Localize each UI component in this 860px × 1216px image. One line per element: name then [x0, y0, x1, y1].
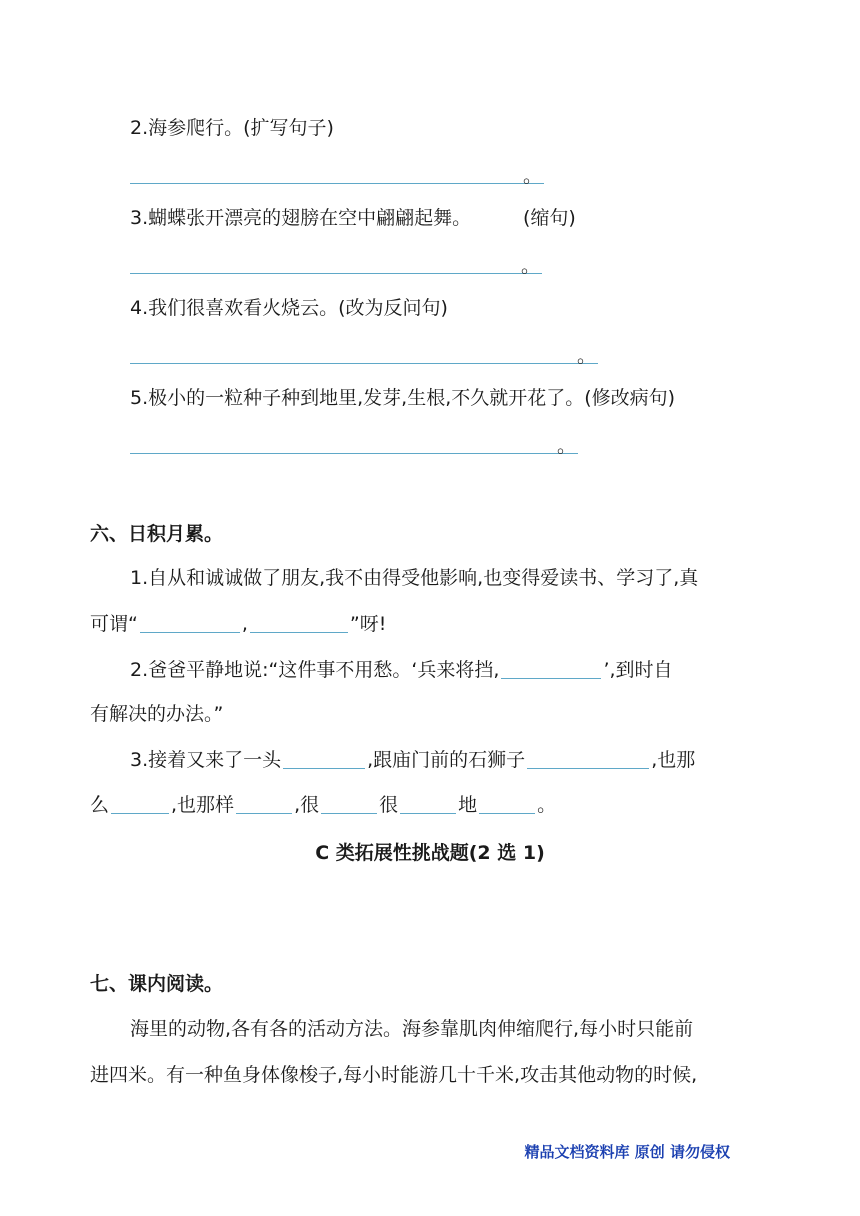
question-5-3-hint: (缩句): [523, 207, 576, 229]
blank-6-3-e[interactable]: [321, 793, 377, 814]
section-6-title: 六、日积月累。: [90, 523, 224, 545]
q3-text-e: 地: [458, 794, 478, 816]
blank-6-1-a[interactable]: [140, 612, 240, 633]
section-c-title: C 类拓展性挑战题(2 选 1): [315, 842, 545, 864]
question-6-1-line1: 1.自从和诚诚做了朋友,我不由得受他影响,也变得爱读书、学习了,真: [130, 567, 699, 589]
question-5-4: 4.我们很喜欢看火烧云。(改为反问句): [130, 297, 448, 319]
blank-6-3-c[interactable]: [111, 793, 169, 814]
answer-line-5-4[interactable]: [130, 363, 598, 364]
reading-line-2: 进四米。有一种鱼身体像梭子,每小时能游几十千米,攻击其他动物的时候,: [90, 1064, 698, 1086]
answer-line-5-2[interactable]: [130, 183, 544, 184]
blank-6-3-f[interactable]: [400, 793, 456, 814]
section-7-title: 七、课内阅读。: [90, 973, 224, 995]
blank-6-3-g[interactable]: [479, 793, 535, 814]
blank-6-2[interactable]: [501, 658, 601, 679]
q3-text-a: 么: [90, 794, 110, 816]
question-5-5: 5.极小的一粒种子种到地里,发芽,生根,不久就开花了。(修改病句): [130, 387, 676, 409]
footer-watermark: 精品文档资料库 原创 请勿侵权: [524, 1143, 730, 1161]
question-6-1-close: ”呀!: [349, 613, 387, 635]
q3-text-c: ,很: [294, 794, 320, 816]
blank-6-3-a[interactable]: [283, 748, 365, 769]
question-6-1-comma: ,: [241, 613, 248, 635]
question-6-2-text: 2.爸爸平静地说:“这件事不用愁。‘兵来将挡,: [130, 659, 500, 681]
question-6-1-open-quote: 可谓“: [90, 613, 138, 635]
blank-6-3-b[interactable]: [527, 748, 649, 769]
period-mark: 。: [577, 345, 597, 367]
question-6-3-line1: [130, 748, 695, 772]
question-5-2: 2.海参爬行。(扩写句子): [130, 117, 334, 139]
question-6-3-pre: 3.接着又来了一头: [130, 749, 282, 771]
question-6-3-line2: [90, 793, 556, 817]
period-mark: 。: [557, 435, 577, 457]
period-mark: 。: [521, 255, 541, 277]
question-6-2-line1: [130, 658, 673, 682]
reading-line-1: 海里的动物,各有各的活动方法。海参靠肌肉伸缩爬行,每小时只能前: [130, 1018, 694, 1040]
question-5-3: 3.蝴蝶张开漂亮的翅膀在空中翩翩起舞。: [130, 207, 472, 229]
q3-text-b: ,也那样: [171, 794, 235, 816]
question-6-2-line2: 有解决的办法。”: [90, 703, 224, 725]
answer-line-5-5[interactable]: [130, 453, 578, 454]
q3-text-d: 很: [379, 794, 399, 816]
question-6-3-end: ,也那: [651, 749, 696, 771]
q3-text-f: 。: [537, 794, 557, 816]
question-6-1-line2: [90, 612, 386, 636]
question-6-2-tail: ’,到时自: [603, 659, 673, 681]
question-6-3-mid: ,跟庙门前的石狮子: [367, 749, 526, 771]
period-mark: 。: [523, 165, 543, 187]
answer-line-5-3[interactable]: [130, 273, 542, 274]
blank-6-1-b[interactable]: [250, 612, 348, 633]
blank-6-3-d[interactable]: [236, 793, 292, 814]
